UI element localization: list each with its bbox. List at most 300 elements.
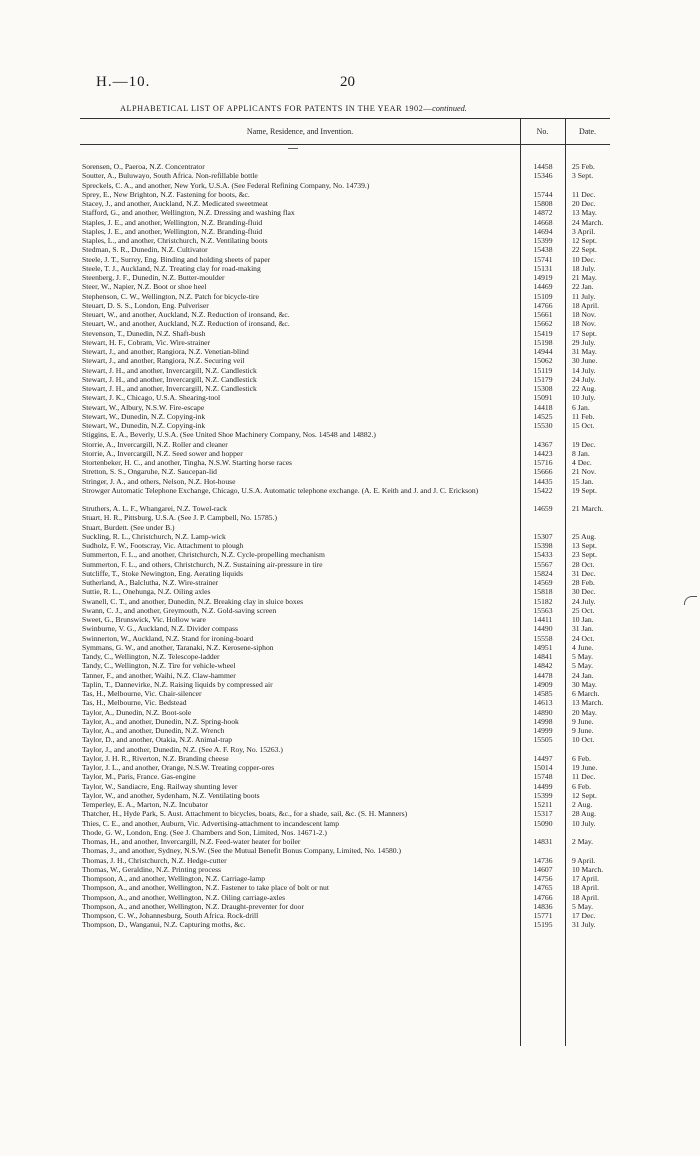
table-row <box>80 329 610 338</box>
applicant-entry: Stewart, W., Dunedin, N.Z. Copying-ink <box>82 421 206 430</box>
table-row <box>80 846 610 855</box>
table-row <box>80 809 610 818</box>
application-date: 2 Aug. <box>572 800 593 809</box>
table-row <box>80 273 610 282</box>
table-row <box>80 550 610 559</box>
table-row <box>80 412 610 421</box>
applicant-entry: Storrie, A., Invercargill, N.Z. Roller and cleaner <box>82 439 228 449</box>
table-row <box>80 245 610 254</box>
patent-number: 14766 <box>533 300 553 310</box>
patent-number: 14585 <box>533 689 553 698</box>
table-row <box>80 643 610 652</box>
patent-number: 14569 <box>533 578 553 587</box>
application-date: 13 May. <box>572 208 597 218</box>
patent-number: 15090 <box>533 818 553 828</box>
applicant-entry: Stacey, J., and another, Auckland, N.Z. Medicated sweetmeat <box>82 199 269 208</box>
application-date: 24 Oct. <box>572 633 595 643</box>
applicant-entry: Taylor, M., Paris, France. Gas-engine <box>82 772 196 782</box>
application-date: 11 Dec. <box>572 772 596 782</box>
application-date: 11 Dec. <box>572 189 596 199</box>
list-title-continued: continued. <box>432 104 467 113</box>
patent-number: 14469 <box>533 282 553 292</box>
table-row <box>80 754 610 763</box>
patent-number: 15716 <box>533 458 553 467</box>
application-date: 28 Feb. <box>572 578 595 587</box>
patent-number: 15422 <box>533 485 553 495</box>
application-date: 31 May. <box>572 347 597 356</box>
table-row <box>80 893 610 902</box>
table-row <box>80 615 610 624</box>
header-dash <box>288 148 298 149</box>
application-date: 10 July. <box>572 393 596 403</box>
applicant-entry: Thomas, J., and another, Sydney, N.S.W. (See the Mutual Benefit Bonus Company, Limited, No. 14580.) <box>82 846 402 856</box>
applicant-entry: Sweet, G., Brunswick, Vic. Hollow ware <box>82 615 206 624</box>
table-row <box>80 698 610 707</box>
application-date: 10 July. <box>572 818 596 828</box>
applicant-entry: Soutter, A., Buluwayo, South Africa. Non-refillable bottle <box>82 171 258 181</box>
applicant-entry: Thomas, W., Geraldine, N.Z. Printing process <box>82 864 221 874</box>
patent-number: 15505 <box>533 735 553 745</box>
table-row <box>80 292 610 301</box>
patent-number: 15824 <box>533 568 553 578</box>
table-row <box>80 449 610 458</box>
application-date: 30 May. <box>572 679 597 689</box>
applicant-entry: Stewart, J. H., and another, Invercargill, N.Z. Candlestick <box>82 374 257 384</box>
application-date: 5 May. <box>572 661 594 671</box>
table-row <box>80 911 610 920</box>
table-row <box>80 384 610 393</box>
application-date: 19 Dec. <box>572 439 596 449</box>
applicant-entry: Tas, H., Melbourne, Vic. Bedstead <box>82 698 187 708</box>
patent-number: 14944 <box>533 347 553 356</box>
table-row <box>80 236 610 245</box>
table-row <box>80 680 610 689</box>
applicant-entry: Steuart, D. S. S., London, Eng. Pulveriser <box>82 300 209 310</box>
application-date: 13 Sept. <box>572 541 597 550</box>
application-date: 9 June. <box>572 716 594 726</box>
patent-number: 15317 <box>533 809 553 819</box>
table-row <box>80 800 610 809</box>
table-row <box>80 828 610 837</box>
applicant-entry: Stuart, Burdett. (See under B.) <box>82 522 175 532</box>
table-row <box>80 310 610 319</box>
patent-number: 15131 <box>533 263 553 273</box>
application-date: 18 Nov. <box>572 319 596 329</box>
applicant-entry: Stuart, H. R., Pittsburg, U.S.A. (See J. P. Campbell, No. 15785.) <box>82 513 277 523</box>
applicant-entry: Thompson, A., and another, Wellington, N.Z. Fastener to take place of bolt or nut <box>82 883 329 893</box>
table-row <box>80 467 610 476</box>
table-row <box>80 430 610 439</box>
table-row <box>80 902 610 911</box>
patent-number: 15195 <box>533 920 553 930</box>
patent-number: 14613 <box>533 698 553 708</box>
patent-number: 15398 <box>533 541 553 550</box>
applicant-entry: Thies, C. E., and another, Auburn, Vic. Advertising-attachment to incandescent lamp <box>82 818 340 828</box>
application-date: 10 Oct. <box>572 735 595 745</box>
patent-number: 14668 <box>533 217 553 227</box>
patent-number: 14998 <box>533 716 553 726</box>
application-date: 9 June. <box>572 726 594 735</box>
applicant-entry: Sorensen, O., Paeroa, N.Z. Concentrator <box>82 162 205 171</box>
patent-number: 14694 <box>533 226 553 236</box>
patent-number: 15662 <box>533 319 553 329</box>
patent-number: 14919 <box>533 273 553 282</box>
applicant-entry: Spreckels, C. A., and another, New York, U.S.A. (See Federal Refining Company, No. 14739.) <box>82 180 370 190</box>
application-date: 12 Sept. <box>572 790 597 800</box>
patent-number: 14836 <box>533 901 553 911</box>
patent-number: 15661 <box>533 310 553 319</box>
application-date: 31 Dec. <box>572 568 596 578</box>
patent-number: 15109 <box>533 291 553 301</box>
applicant-entry: Symmans, G. W., and another, Taranaki, N.Z. Kerosene-siphon <box>82 642 274 652</box>
table-row <box>80 671 610 680</box>
application-date: 21 Nov. <box>572 467 596 477</box>
application-date: 6 Jan. <box>572 402 590 412</box>
applicant-entry: Swinburne, V. G., Auckland, N.Z. Divider compass <box>82 624 239 634</box>
applicant-entry: Sudholz, F. W., Footscray, Vic. Attachment to plough <box>82 541 244 550</box>
patent-number: 15308 <box>533 384 553 393</box>
applicant-entry: Thompson, A., and another, Wellington, N.Z. Oiling carriage-axles <box>82 892 286 902</box>
application-date: 10 Dec. <box>572 254 596 264</box>
patent-number: 14890 <box>533 707 553 717</box>
applicant-entry: Thatcher, H., Hyde Park, S. Aust. Attachment to bicycles, boats, &c., for a shade, sail, &c. (S. H. Manners) <box>82 809 408 819</box>
application-date: 22 Aug. <box>572 384 597 393</box>
application-date: 3 Sept. <box>572 171 594 181</box>
application-date: 18 Nov. <box>572 310 596 319</box>
patent-number: 15558 <box>533 633 553 643</box>
application-date: 19 June. <box>572 763 598 772</box>
table-row <box>80 403 610 412</box>
patent-number: 15818 <box>533 587 553 597</box>
patent-number: 14756 <box>533 874 553 883</box>
patent-number: 14478 <box>533 670 553 680</box>
table-row <box>80 356 610 365</box>
applicant-entry: Taylor, J. H. R., Riverton, N.Z. Branding cheese <box>82 753 229 763</box>
application-date: 24 Jan. <box>572 670 594 680</box>
patent-number: 14499 <box>533 781 553 791</box>
table-row <box>80 181 610 190</box>
table-row <box>80 717 610 726</box>
applicant-entry: Summerton, F. L., and others, Christchurch, N.Z. Sustaining air-pressure in tire <box>82 559 323 569</box>
table-row <box>80 393 610 402</box>
page-reference: H.—10. <box>96 74 151 90</box>
list-title-text: ALPHABETICAL LIST OF APPLICANTS FOR PATENTS IN THE YEAR 1902 <box>120 104 424 113</box>
patent-number: 15211 <box>533 800 553 809</box>
table-row <box>80 578 610 587</box>
application-date: 12 Sept. <box>572 236 597 245</box>
table-row <box>80 532 610 541</box>
applicant-entry: Thompson, A., and another, Wellington, N.Z. Draught-preventer for door <box>82 901 304 911</box>
application-date: 18 April. <box>572 883 600 893</box>
table-row <box>80 208 610 217</box>
patent-number: 14423 <box>533 448 553 458</box>
applicant-entry: Thomas, H., and another, Invercargill, N.Z. Feed-water heater for boiler <box>82 837 301 846</box>
applicant-entry: Staples, L., and another, Christchurch, N.Z. Ventilating boots <box>82 236 268 245</box>
applicant-entry: Steuart, W., and another, Auckland, N.Z. Reduction of ironsand, &c. <box>82 319 290 329</box>
application-date: 24 March. <box>572 217 604 227</box>
patent-number: 14909 <box>533 679 553 689</box>
table-row <box>80 190 610 199</box>
patent-number: 14872 <box>533 208 553 218</box>
table-row <box>80 440 610 449</box>
patent-number: 14367 <box>533 439 553 449</box>
applicant-entry: Taylor, D., and another, Otakia, N.Z. Animal-trap <box>82 735 233 745</box>
table-row <box>80 199 610 208</box>
table-row <box>80 264 610 273</box>
page-header <box>96 74 596 96</box>
applicant-entry: Tanner, F., and another, Waihi, N.Z. Claw-hammer <box>82 670 236 680</box>
application-date: 23 Sept. <box>572 550 597 560</box>
table-body <box>80 162 610 930</box>
applicant-entry: Swinnerton, W., Auckland, N.Z. Stand for ironing-board <box>82 633 254 643</box>
application-date: 18 April. <box>572 892 600 902</box>
patent-number: 14607 <box>533 864 553 874</box>
applicant-entry: Stewart, J., and another, Rangiora, N.Z. Securing veil <box>82 356 245 366</box>
page-number: 20 <box>340 74 355 90</box>
application-date: 30 June. <box>572 356 598 366</box>
applicant-entry: Tas, H., Melbourne, Vic. Chair-silencer <box>82 689 202 698</box>
applicant-entry: Taylor, J. L., and another, Orange, N.S.W. Treating copper-ores <box>82 763 275 772</box>
patent-number: 14458 <box>533 162 553 171</box>
patent-number: 15438 <box>533 245 553 255</box>
application-date: 14 July. <box>572 365 596 375</box>
application-date: 18 July. <box>572 263 596 273</box>
applicant-entry: Temperley, E. A., Marton, N.Z. Incubator <box>82 800 208 809</box>
application-date: 20 May. <box>572 707 597 717</box>
table-row <box>80 421 610 430</box>
application-date: 25 Oct. <box>572 605 595 615</box>
table-row <box>80 347 610 356</box>
application-date: 5 May. <box>572 901 594 911</box>
table-row <box>80 319 610 328</box>
patent-applicants-table <box>80 118 610 1046</box>
applicant-entry: Stafford, G., and another, Wellington, N.Z. Dressing and washing flax <box>82 208 295 218</box>
applicant-entry: Staples, J. E., and another, Wellington, N.Z. Branding-fluid <box>82 226 263 236</box>
patent-number: 15433 <box>533 550 553 560</box>
patent-number: 14435 <box>533 476 553 486</box>
table-row <box>80 282 610 291</box>
patent-number: 15748 <box>533 772 553 782</box>
application-date: 31 Jan. <box>572 624 594 634</box>
applicant-entry: Stewart, J., and another, Rangiora, N.Z. Venetian-blind <box>82 347 249 356</box>
table-row <box>80 782 610 791</box>
application-date: 21 May. <box>572 273 597 282</box>
application-date: 24 July. <box>572 374 596 384</box>
patent-number: 14766 <box>533 892 553 902</box>
patent-number: 15419 <box>533 328 553 338</box>
table-row <box>80 791 610 800</box>
applicant-entry: Swanell, C. T., and another, Dunedin, N.Z. Breaking clay in sluice boxes <box>82 596 304 606</box>
table-row <box>80 218 610 227</box>
applicant-entry: Steele, J. T., Surrey, Eng. Binding and holding sheets of paper <box>82 254 271 264</box>
table-row <box>80 634 610 643</box>
table-row <box>80 504 610 513</box>
patent-number: 14999 <box>533 726 553 735</box>
applicant-entry: Thompson, A., and another, Wellington, N.Z. Carriage-lamp <box>82 874 266 883</box>
application-date: 18 April. <box>572 300 600 310</box>
patent-number: 14842 <box>533 661 553 671</box>
applicant-entry: Taylor, A., Dunedin, N.Z. Boot-sole <box>82 707 192 717</box>
application-date: 17 Sept. <box>572 328 597 338</box>
application-date: 19 Sept. <box>572 485 597 495</box>
application-date: 17 April. <box>572 874 600 883</box>
patent-number: 14497 <box>533 753 553 763</box>
application-date: 11 Feb. <box>572 411 595 421</box>
application-date: 10 March. <box>572 864 604 874</box>
applicant-entry: Suckling, R. L., Christchurch, N.Z. Lamp-wick <box>82 531 226 541</box>
application-date: 2 May. <box>572 837 594 846</box>
table-row <box>80 366 610 375</box>
application-date: 22 Jan. <box>572 282 594 292</box>
applicant-entry: Sutcliffe, T., Stoke Newington, Eng. Aerating liquids <box>82 568 243 578</box>
applicant-entry: Taylor, A., and another, Dunedin, N.Z. Wrench <box>82 726 225 735</box>
patent-number: 14736 <box>533 855 553 865</box>
application-date: 29 July. <box>572 337 596 347</box>
application-date: 15 Jan. <box>572 476 594 486</box>
application-date: 21 March. <box>572 504 604 513</box>
applicant-entry: Sutherland, A., Balclutha, N.Z. Wire-strainer <box>82 578 219 587</box>
applicant-entry: Tandy, C., Wellington, N.Z. Telescope-ladder <box>82 652 220 661</box>
application-date: 24 July. <box>572 596 596 606</box>
table-row <box>80 689 610 698</box>
table-row <box>80 726 610 735</box>
list-title: ALPHABETICAL LIST OF APPLICANTS FOR PATENTS IN THE YEAR 1902—continued. <box>120 104 467 113</box>
applicant-entry: Taplin, T., Dannevirke, N.Z. Raising liquids by compressed air <box>82 679 273 689</box>
application-date: 3 April. <box>572 226 596 236</box>
patent-number: 14411 <box>533 615 553 624</box>
patent-number: 15399 <box>533 790 553 800</box>
table-row <box>80 856 610 865</box>
application-date: 28 Oct. <box>572 559 595 569</box>
applicant-entry: Staples, J. E., and another, Wellington, N.Z. Branding-fluid <box>82 217 263 227</box>
applicant-entry: Stewart, J. H., and another, Invercargill, N.Z. Candlestick <box>82 365 257 375</box>
table-row <box>80 883 610 892</box>
applicant-entry: Sprey, E., New Brighton, N.Z. Fastening for boots, &c. <box>82 189 250 199</box>
applicant-entry: Stortenbeker, H. C., and another, Tingha, N.S.W. Starting horse races <box>82 458 293 467</box>
application-date: 30 Dec. <box>572 587 596 597</box>
application-date: 31 July. <box>572 920 596 930</box>
table-row <box>80 486 610 495</box>
patent-number: 15666 <box>533 467 553 477</box>
applicant-entry: Thompson, D., Wanganui, N.Z. Capturing moths, &c. <box>82 920 246 930</box>
table-row <box>80 560 610 569</box>
table-row <box>80 375 610 384</box>
table-row <box>80 587 610 596</box>
application-date: 6 Feb. <box>572 753 591 763</box>
applicant-entry: Steenberg, J. F., Dunedin, N.Z. Butter-moulder <box>82 273 225 282</box>
patent-number: 15744 <box>533 189 553 199</box>
table-row <box>80 837 610 846</box>
patent-number: 14951 <box>533 642 553 652</box>
table-row <box>80 652 610 661</box>
patent-number: 15530 <box>533 421 553 430</box>
patent-number: 14841 <box>533 652 553 661</box>
applicant-entry: Stringer, J. A., and others, Nelson, N.Z. Hot-house <box>82 476 236 486</box>
application-date: 17 Dec. <box>572 911 596 920</box>
application-date: 8 Jan. <box>572 448 590 458</box>
applicant-entry: Steer, W., Napier, N.Z. Boot or shoe heel <box>82 282 207 292</box>
applicant-entry: Stewart, H. F., Cobram, Vic. Wire-strainer <box>82 337 211 347</box>
table-row <box>80 745 610 754</box>
application-date: 22 Sept. <box>572 245 597 255</box>
table-row <box>80 477 610 486</box>
table-row <box>80 874 610 883</box>
patent-number: 15771 <box>533 911 553 920</box>
column-header-name: Name, Residence, and Invention. <box>246 127 354 136</box>
application-date: 4 Dec. <box>572 458 592 467</box>
table-row <box>80 819 610 828</box>
applicant-entry: Thode, G. W., London, Eng. (See J. Chambers and Son, Limited, Nos. 14671-2.) <box>82 827 327 837</box>
table-row <box>80 301 610 310</box>
table-header-rule <box>80 144 610 145</box>
table-row <box>80 171 610 180</box>
table-row <box>80 624 610 633</box>
column-header-date: Date. <box>578 127 597 136</box>
patent-number: 15346 <box>533 171 553 181</box>
patent-number: 14525 <box>533 411 553 421</box>
applicant-entry: Strowger Automatic Telephone Exchange, Chicago, U.S.A. Automatic telephone exchange. (A. E. Keith and J. and J. C. Erickson) <box>82 485 479 495</box>
application-date: 25 Feb. <box>572 162 595 171</box>
table-row <box>80 255 610 264</box>
patent-number: 15062 <box>533 356 553 366</box>
application-date: 4 June. <box>572 642 594 652</box>
margin-mark <box>684 596 697 605</box>
table-row <box>80 227 610 236</box>
table-row <box>80 458 610 467</box>
application-date: 6 March. <box>572 689 600 698</box>
application-date: 15 Oct. <box>572 421 595 430</box>
patent-number: 15808 <box>533 199 553 208</box>
row-spacer <box>80 495 610 504</box>
patent-number: 15119 <box>533 365 553 375</box>
applicant-entry: Thompson, C. W., Johannesburg, South Africa. Rock-drill <box>82 911 259 920</box>
patent-number: 14831 <box>533 837 553 846</box>
table-row <box>80 513 610 522</box>
applicant-entry: Stewart, W., Dunedin, N.Z. Copying-ink <box>82 411 206 421</box>
applicant-entry: Struthers, A. L. F., Whangarei, N.Z. Towel-rack <box>82 504 227 513</box>
applicant-entry: Stiggins, E. A., Beverly, U.S.A. (See United Shoe Machinery Company, Nos. 14548 and 14882.) <box>82 430 376 440</box>
table-row <box>80 763 610 772</box>
applicant-entry: Summerton, F. L., and another, Christchurch, N.Z. Cycle-propelling mechanism <box>82 550 325 560</box>
table-row <box>80 338 610 347</box>
application-date: 6 Feb. <box>572 781 591 791</box>
application-date: 11 July. <box>572 291 596 301</box>
applicant-entry: Suttie, R. L., Onehunga, N.Z. Oiling axles <box>82 587 211 597</box>
patent-number: 15198 <box>533 337 553 347</box>
table-row <box>80 541 610 550</box>
column-header-number: No. <box>536 127 549 136</box>
table-row <box>80 597 610 606</box>
patent-number: 15091 <box>533 393 553 403</box>
application-date: 9 April. <box>572 855 596 865</box>
applicant-entry: Steele, T. J., Auckland, N.Z. Treating clay for road-making <box>82 263 261 273</box>
applicant-entry: Stephenson, C. W., Wellington, N.Z. Patch for bicycle-tire <box>82 291 259 301</box>
applicant-entry: Taylor, A., and another, Dunedin, N.Z. Spring-hook <box>82 716 239 726</box>
patent-number: 15741 <box>533 254 553 264</box>
applicant-entry: Storrie, A., Invercargill, N.Z. Seed sower and hopper <box>82 448 243 458</box>
patent-number: 14659 <box>533 504 553 513</box>
patent-number: 15563 <box>533 605 553 615</box>
applicant-entry: Stewart, J. H., and another, Invercargill, N.Z. Candlestick <box>82 384 257 393</box>
applicant-entry: Stedman, S. R., Dunedin, N.Z. Cultivator <box>82 245 208 255</box>
table-row <box>80 569 610 578</box>
table-row <box>80 772 610 781</box>
patent-number: 14765 <box>533 883 553 893</box>
patent-number: 15307 <box>533 531 553 541</box>
application-date: 10 Jan. <box>572 615 594 624</box>
table-top-rule <box>80 118 610 119</box>
applicant-entry: Stretton, S. S., Ongaruhe, N.Z. Saucepan-lid <box>82 467 217 477</box>
